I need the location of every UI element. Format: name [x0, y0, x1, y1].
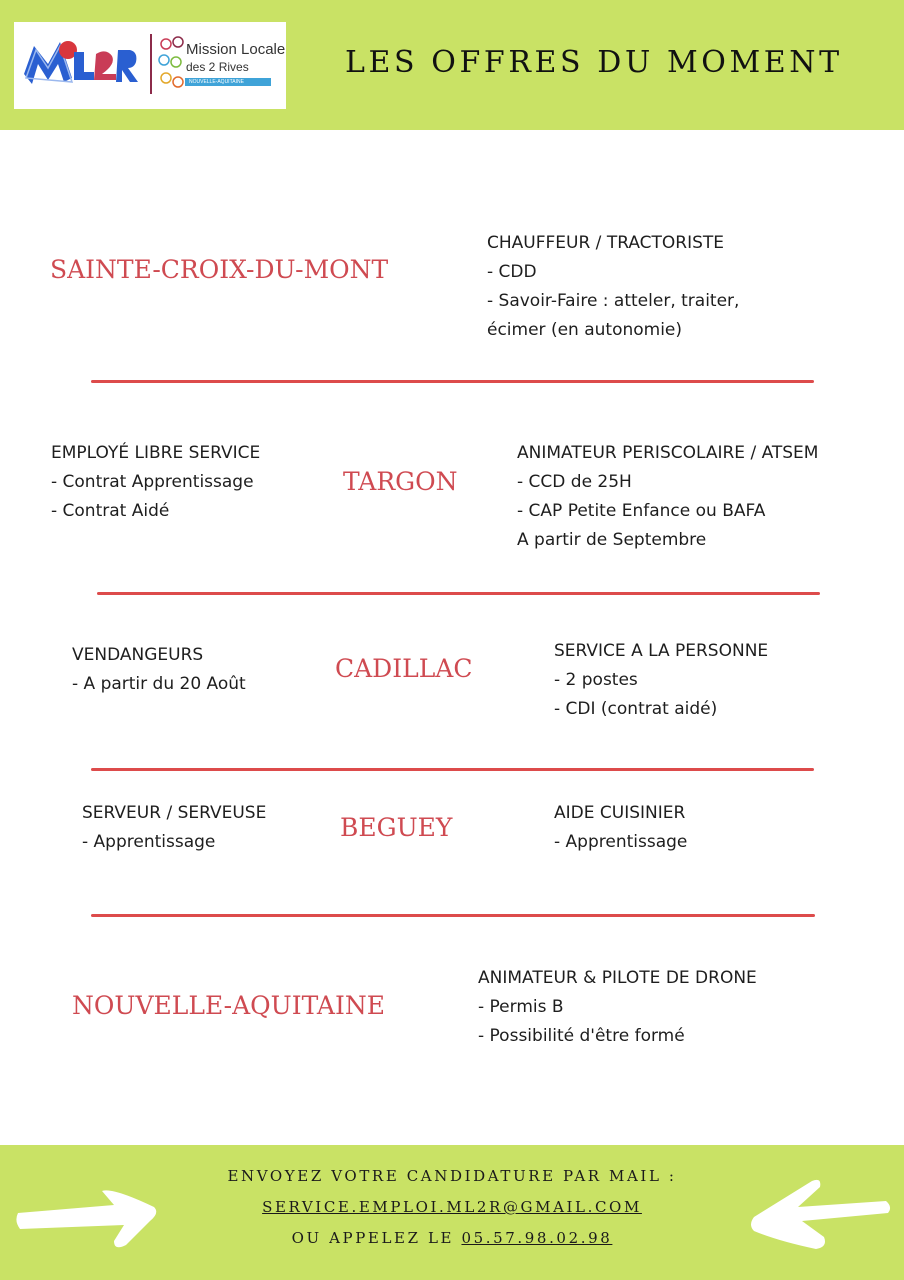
offer-line: - A partir du 20 Août: [72, 674, 246, 694]
offer-aide-cuisinier: [554, 799, 687, 857]
ml2r-logo-icon: [20, 34, 140, 94]
header-banner: [0, 0, 904, 130]
offer-chauffeur-tractoriste: [487, 229, 739, 345]
offer-line: - CAP Petite Enfance ou BAFA: [517, 501, 766, 521]
offer-title: AIDE CUISINIER: [554, 803, 686, 823]
section-divider: [91, 768, 814, 771]
offer-title: EMPLOYÉ LIBRE SERVICE: [51, 443, 261, 463]
footer-email-row: [0, 1198, 904, 1216]
footer-banner: [0, 1145, 904, 1280]
offer-service-a-la-personne: [554, 637, 768, 724]
offer-line: - CDI (contrat aidé): [554, 699, 718, 719]
offer-line: écimer (en autonomie): [487, 320, 683, 340]
offer-line: - Possibilité d'être formé: [478, 1026, 685, 1046]
logo-tag: NOUVELLE-AQUITAINE: [185, 78, 271, 86]
page-title: LES OFFRES DU MOMENT: [345, 45, 843, 80]
offer-line: A partir de Septembre: [517, 530, 707, 550]
offer-employe-libre-service: [51, 439, 260, 526]
email-link[interactable]: SERVICE.EMPLOI.ML2R@GMAIL.COM: [262, 1198, 642, 1216]
town-cadillac: CADILLAC: [335, 654, 473, 683]
circles-logo-icon: [156, 34, 186, 94]
offer-title: SERVICE A LA PERSONNE: [554, 641, 769, 661]
offer-line: - 2 postes: [554, 670, 638, 690]
offer-line: - CCD de 25H: [517, 472, 632, 492]
footer-instruction: ENVOYEZ VOTRE CANDIDATURE PAR MAIL :: [227, 1167, 677, 1185]
offer-title: SERVEUR / SERVEUSE: [82, 803, 267, 823]
offer-line: - CDD: [487, 262, 537, 282]
logo-subtitle: des 2 Rives: [186, 60, 249, 74]
offer-line: - Contrat Aidé: [51, 501, 170, 521]
offer-serveur-serveuse: [82, 799, 266, 857]
logo-title: Mission Locale: [186, 41, 286, 58]
offer-line: - Apprentissage: [82, 832, 216, 852]
logo-divider: [150, 34, 152, 94]
offer-line: - Permis B: [478, 997, 564, 1017]
offer-line: - Apprentissage: [554, 832, 688, 852]
offer-vendangeurs: [72, 641, 246, 699]
offer-line: - Savoir-Faire : atteler, traiter,: [487, 291, 740, 311]
offer-title: ANIMATEUR & PILOTE DE DRONE: [478, 968, 757, 988]
offer-line: - Contrat Apprentissage: [51, 472, 254, 492]
section-divider: [91, 380, 814, 383]
offer-animateur-periscolaire: [517, 439, 818, 555]
offer-title: ANIMATEUR PERISCOLAIRE / ATSEM: [517, 443, 819, 463]
town-beguey: BEGUEY: [340, 813, 453, 842]
phone-link[interactable]: 05.57.98.02.98: [461, 1229, 613, 1247]
section-divider: [91, 914, 815, 917]
town-sainte-croix-du-mont: SAINTE-CROIX-DU-MONT: [50, 255, 389, 284]
town-nouvelle-aquitaine: NOUVELLE-AQUITAINE: [72, 991, 385, 1020]
footer-phone-row: [0, 1229, 904, 1247]
town-targon: TARGON: [343, 467, 458, 496]
offer-title: VENDANGEURS: [72, 645, 204, 665]
section-divider: [97, 592, 820, 595]
logo: [14, 22, 286, 109]
offer-title: CHAUFFEUR / TRACTORISTE: [487, 233, 725, 253]
offer-animateur-pilote-drone: [478, 964, 757, 1051]
phone-prefix: OU APPELEZ LE: [291, 1229, 462, 1247]
